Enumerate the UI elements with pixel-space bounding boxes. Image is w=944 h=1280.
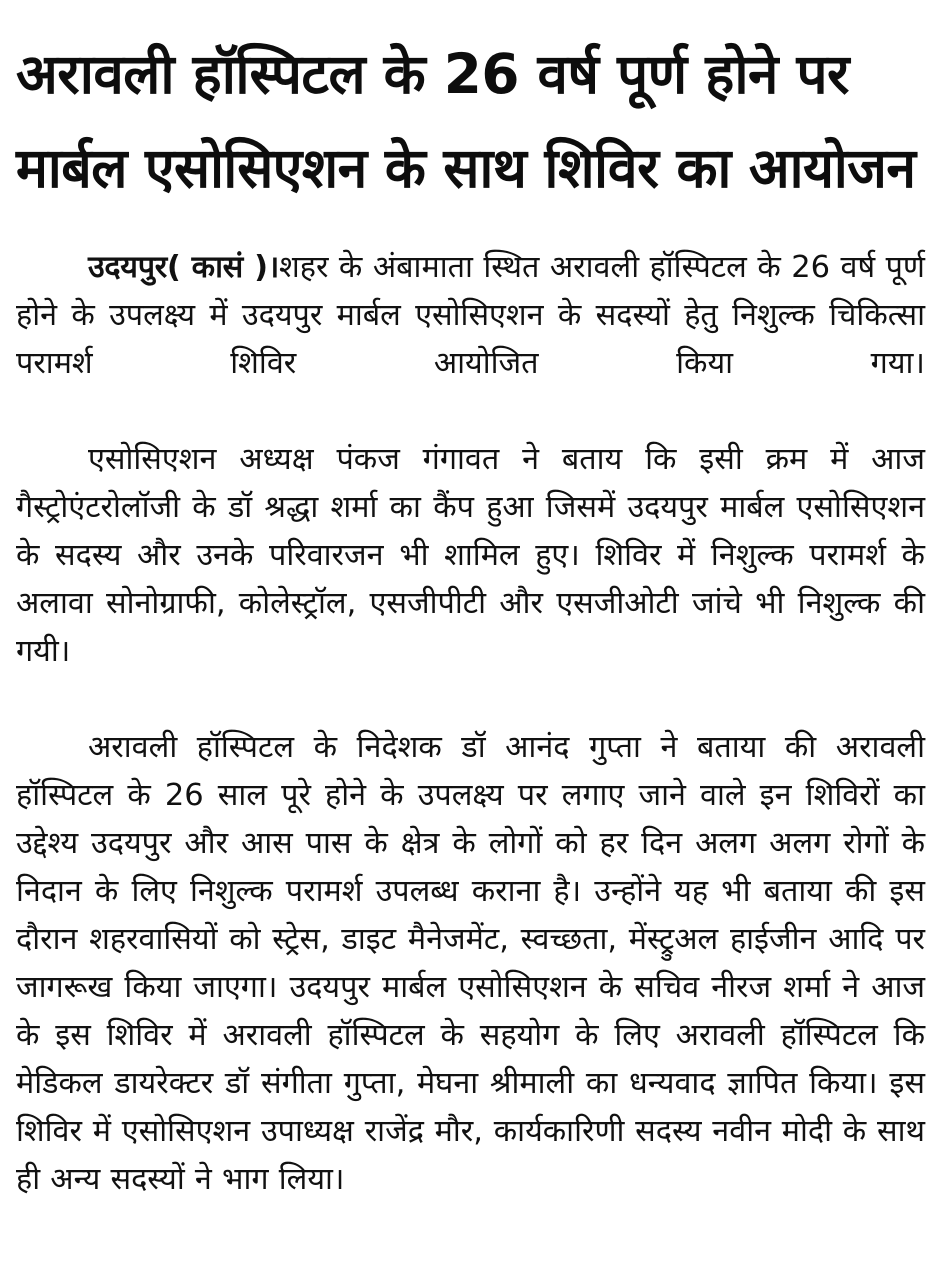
article-paragraph-2-text: एसोसिएशन अध्यक्ष पंकज गंगावत ने बताय कि इसी क्रम में आज गैस्ट्रोएंटरोलॉजी के डॉ श्रद्धा शर्मा का कैंप हुआ जिसमें उदयपुर मार्बल एसोसिएशन के सदस्य और उनके परिवारजन भी शामिल हुए। शिविर में निशुल्क परामर्श के अलावा सोनोग्राफी, कोलेस्ट्रॉल, एसजीपीटी और एसजीओटी जांचे भी निशुल्क की गयी। xyxy=(16,442,925,670)
article-dateline: उदयपुर( कासं )। xyxy=(88,250,280,286)
article-paragraph-1-text: शहर के अंबामाता स्थित अरावली हॉस्पिटल के 26 वर्ष पूर्ण होने के उपलक्ष्य में उदयपुर मार्बल एसोसिएशन के सदस्यों हेतु निशुल्क चिकित्सा परामर्श शिविर आयोजित किया गया। xyxy=(16,250,925,382)
article-paragraph-1 xyxy=(16,244,925,436)
headline-line-1: अरावली हॉस्पिटल के 26 वर्ष पूर्ण होने पर xyxy=(16,42,849,106)
article-paragraph-3 xyxy=(16,724,925,1204)
article-body xyxy=(0,244,944,1204)
headline-line-2: मार्बल एसोसिएशन के साथ शिविर का आयोजन xyxy=(16,136,916,201)
article-headline xyxy=(0,0,944,218)
article-paragraph-3-text: अरावली हॉस्पिटल के निदेशक डॉ आनंद गुप्ता ने बताया की अरावली हॉस्पिटल के 26 साल पूरे होने के उपलक्ष्य पर लगाए जाने वाले इन शिविरों का उद्देश्य उदयपुर और आस पास के क्षेत्र के लोगों को हर दिन अलग अलग रोगों के निदान के लिए निशुल्क परामर्श उपलब्ध कराना है। उन्होंने यह भी बताया की इस दौरान शहरवासियों को स्ट्रेस, डाइट मैनेजमेंट, स्वच्छता, मेंस्ट्रुअल हाईजीन आदि पर जागरूख किया जाएगा। उदयपुर मार्बल एसोसिएशन के सचिव नीरज शर्मा ने आज के इस शिविर में अरावली हॉस्पिटल के सहयोग के लिए अरावली हॉस्पिटल कि मेडिकल डायरेक्टर डॉ संगीता गुप्ता, मेघना श्रीमाली का धन्यवाद ज्ञापित किया। इस शिविर में एसोसिएशन उपाध्यक्ष राजेंद्र मौर, कार्यकारिणी सदस्य नवीन मोदी के साथ ही अन्य सदस्यों ने भाग लिया। xyxy=(16,730,925,1198)
article-paragraph-2 xyxy=(16,436,925,724)
